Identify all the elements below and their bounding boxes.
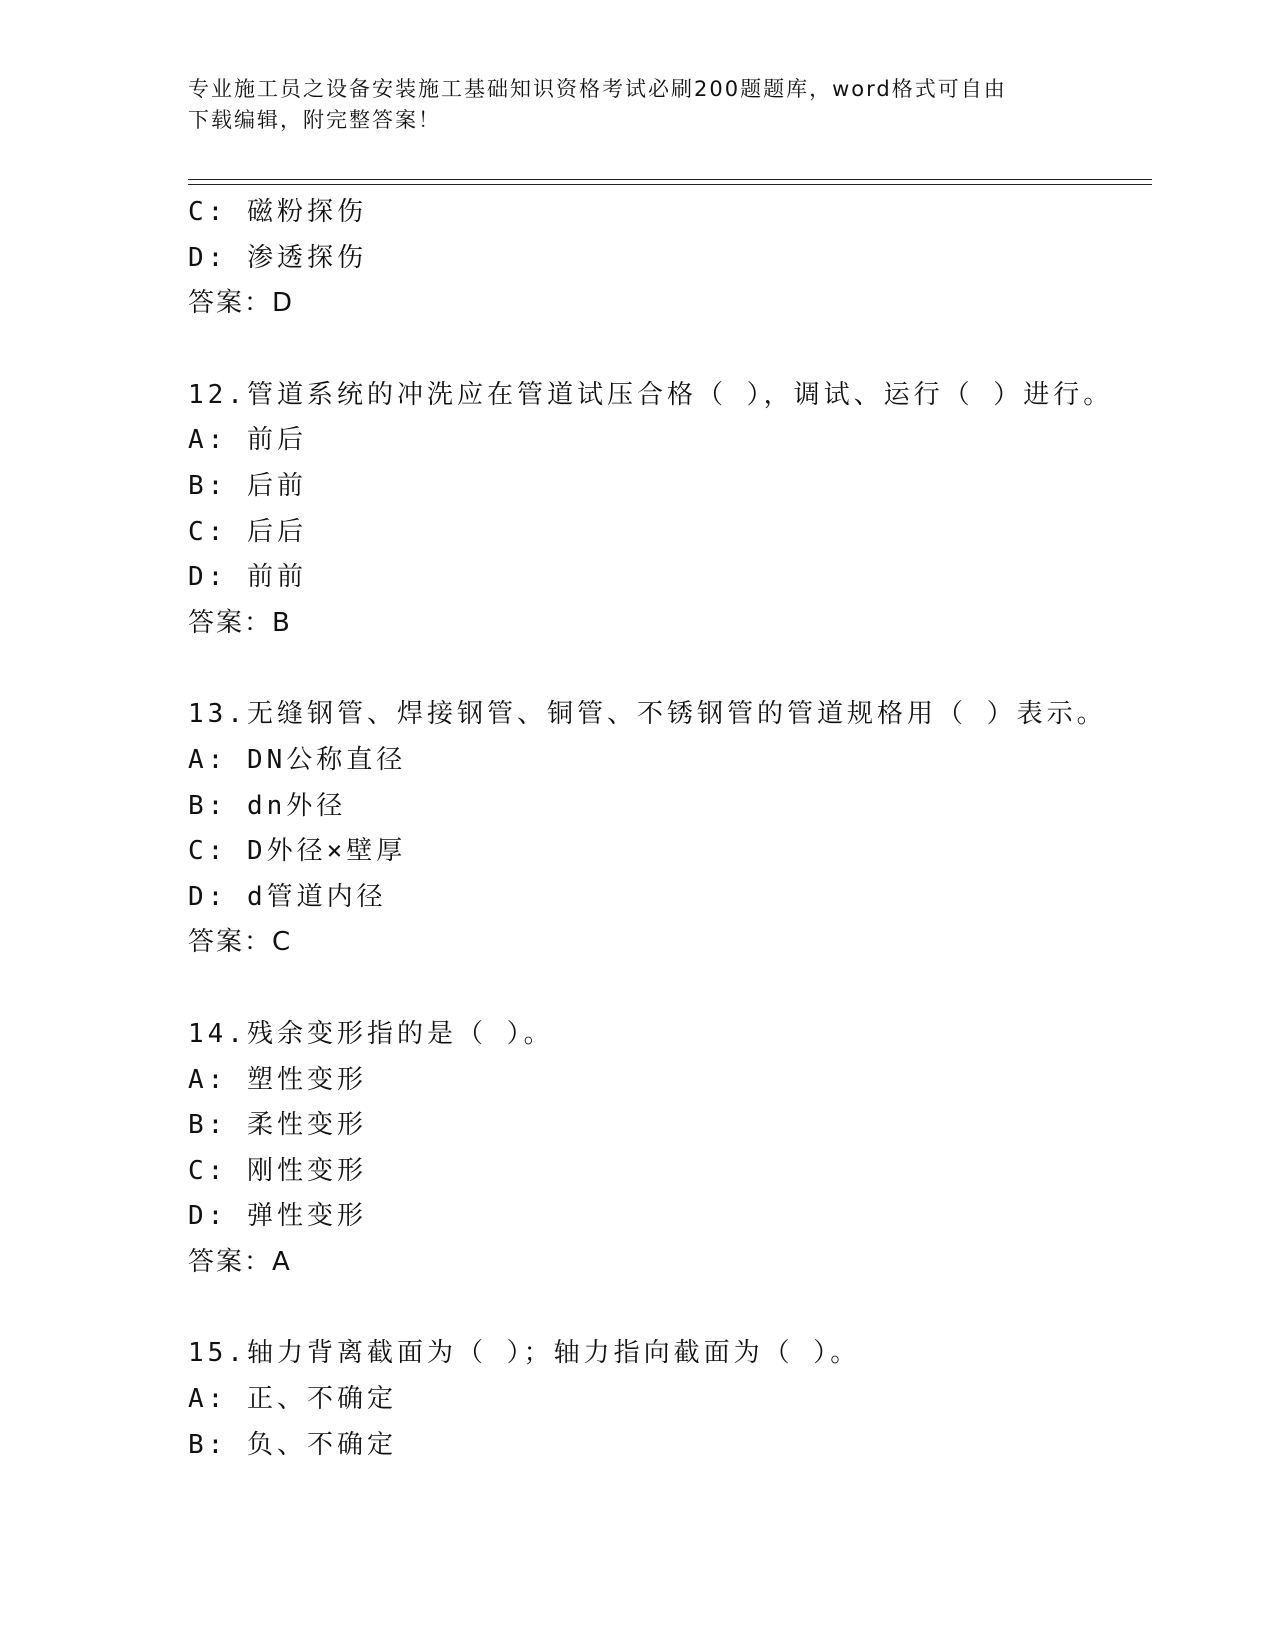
question-text: 14.残余变形指的是（ ）。 [188, 1018, 554, 1049]
spacer [188, 327, 1152, 373]
option-c: C: 磁粉探伤 [188, 197, 367, 227]
answer: 答案：C [188, 927, 293, 958]
spacer [188, 1285, 1152, 1331]
option-b: B: 后前 [188, 470, 307, 501]
answer: 答案：B [188, 607, 292, 638]
question-text: 15.轴力背离截面为（ ）；轴力指向截面为（ ）。 [188, 1338, 861, 1369]
option-b: B: dn外径 [188, 790, 347, 821]
option-c: C: 后后 [188, 516, 307, 547]
option-a: A: DN公称直径 [188, 744, 407, 775]
option-d: D: 前前 [188, 562, 307, 593]
option-a: A: 正、不确定 [188, 1384, 397, 1415]
option-a: A: 前后 [188, 425, 307, 456]
option-d: D: 渗透探伤 [188, 242, 367, 273]
question-block-14 [188, 1012, 1152, 1286]
option-a: A: 塑性变形 [188, 1064, 367, 1095]
header-line-1: 专业施工员之设备安装施工基础知识资格考试必刷200题题库，word格式可自由 [188, 77, 1007, 101]
header-rule-bottom [188, 184, 1152, 185]
header-rule-top [188, 179, 1152, 180]
option-b: B: 柔性变形 [188, 1110, 367, 1141]
header-line-2: 下载编辑，附完整答案！ [188, 108, 441, 132]
spacer [188, 646, 1152, 692]
option-d: D: 弹性变形 [188, 1201, 367, 1232]
document-header [188, 74, 1068, 136]
question-list [188, 190, 1152, 1468]
option-c: C: D外径×壁厚 [188, 836, 407, 867]
question-block-prev [188, 190, 1152, 327]
question-text: 13.无缝钢管、焊接钢管、铜管、不锈钢管的管道规格用（ ）表示。 [188, 699, 1107, 730]
option-d: D: d管道内径 [188, 881, 387, 912]
question-block-13 [188, 692, 1152, 966]
answer: 答案：A [188, 1246, 292, 1277]
option-c: C: 刚性变形 [188, 1155, 367, 1186]
question-text: 12.管道系统的冲洗应在管道试压合格（ ），调试、运行（ ）进行。 [188, 379, 1114, 410]
spacer [188, 966, 1152, 1012]
question-block-15 [188, 1331, 1152, 1468]
option-b: B: 负、不确定 [188, 1429, 397, 1460]
answer: 答案：D [188, 288, 295, 319]
question-block-12 [188, 373, 1152, 647]
